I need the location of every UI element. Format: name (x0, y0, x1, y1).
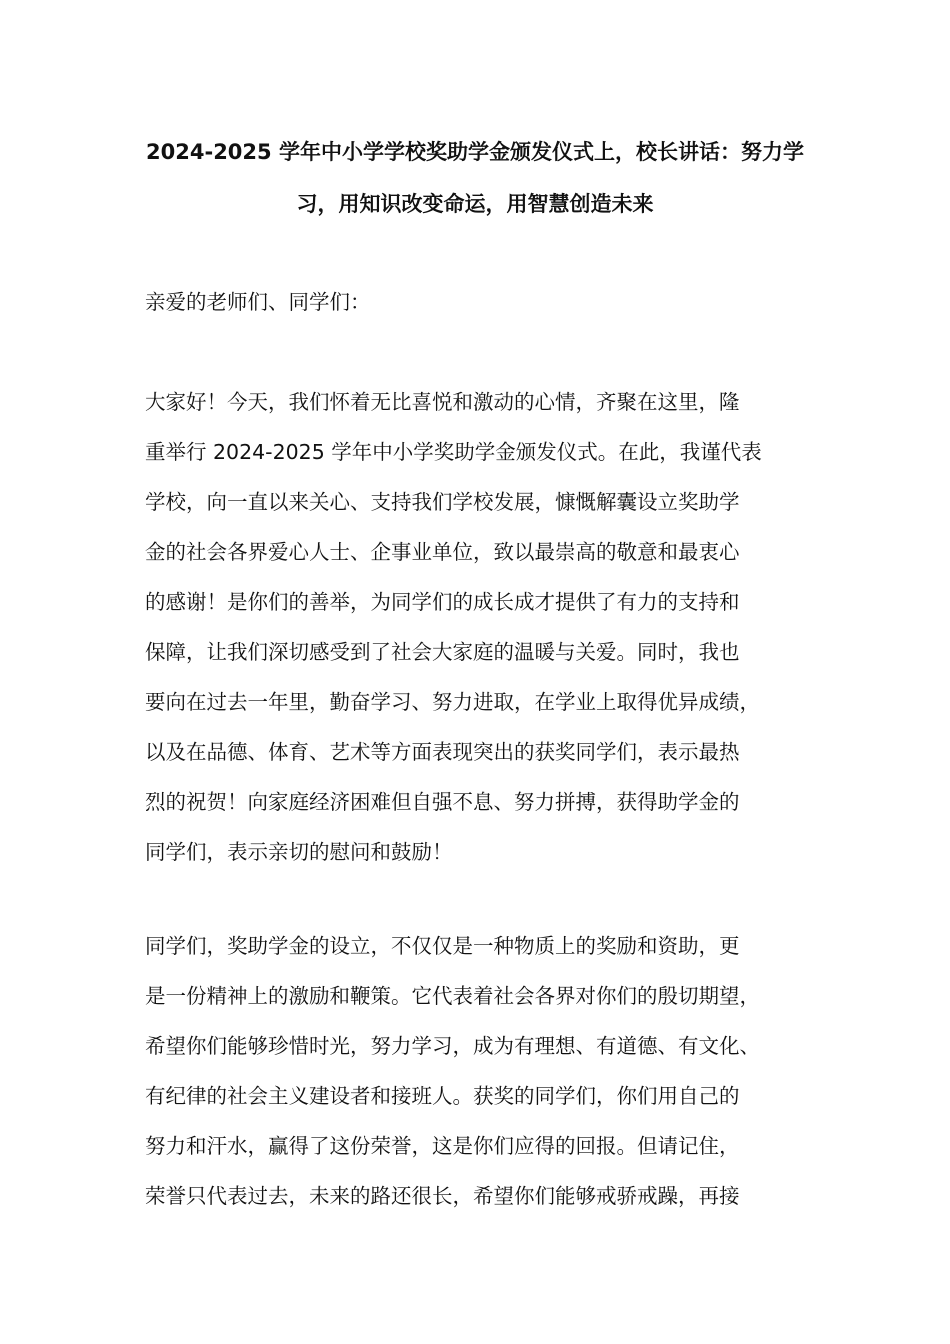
paragraph-line: 希望你们能够珍惜时光，努力学习，成为有理想、有道德、有文化、 (145, 1034, 760, 1058)
paragraph-line: 是一份精神上的激励和鞭策。它代表着社会各界对你们的殷切期望， (145, 984, 760, 1008)
paragraph-2 (145, 921, 835, 1221)
greeting-line: 亲爱的老师们、同学们： (145, 290, 371, 314)
paragraph-line: 烈的祝贺！向家庭经济困难但自强不息、努力拼搏，获得助学金的 (145, 790, 740, 814)
paragraph-line: 学校，向一直以来关心、支持我们学校发展，慷慨解囊设立奖助学 (145, 490, 740, 514)
paragraph-1 (145, 377, 835, 877)
paragraph-line: 保障，让我们深切感受到了社会大家庭的温暖与关爱。同时，我也 (145, 640, 740, 664)
paragraph-line: 要向在过去一年里，勤奋学习、努力进取，在学业上取得优异成绩， (145, 690, 760, 714)
document-title (140, 126, 810, 230)
paragraph-line: 以及在品德、体育、艺术等方面表现突出的获奖同学们，表示最热 (145, 740, 740, 764)
paragraph-line: 金的社会各界爱心人士、企事业单位，致以最崇高的敬意和最衷心 (145, 540, 740, 564)
paragraph-line: 的感谢！是你们的善举，为同学们的成长成才提供了有力的支持和 (145, 590, 740, 614)
title-line: 习，用知识改变命运，用智慧创造未来 (296, 192, 654, 216)
paragraph-line: 有纪律的社会主义建设者和接班人。获奖的同学们，你们用自己的 (145, 1084, 740, 1108)
paragraph-line: 努力和汗水，赢得了这份荣誉，这是你们应得的回报。但请记住， (145, 1134, 740, 1158)
paragraph-line: 重举行 2024-2025 学年中小学奖助学金颁发仪式。在此，我谨代表 (145, 440, 762, 464)
paragraph-line: 荣誉只代表过去，未来的路还很长，希望你们能够戒骄戒躁，再接 (145, 1184, 740, 1208)
paragraph-line: 大家好！今天，我们怀着无比喜悦和激动的心情，齐聚在这里，隆 (145, 390, 740, 414)
paragraph-line: 同学们，奖助学金的设立，不仅仅是一种物质上的奖励和资助，更 (145, 934, 740, 958)
greeting (145, 277, 835, 327)
title-line: 2024-2025 学年中小学学校奖助学金颁发仪式上，校长讲话：努力学 (146, 140, 804, 164)
paragraph-line: 同学们，表示亲切的慰问和鼓励！ (145, 840, 453, 864)
